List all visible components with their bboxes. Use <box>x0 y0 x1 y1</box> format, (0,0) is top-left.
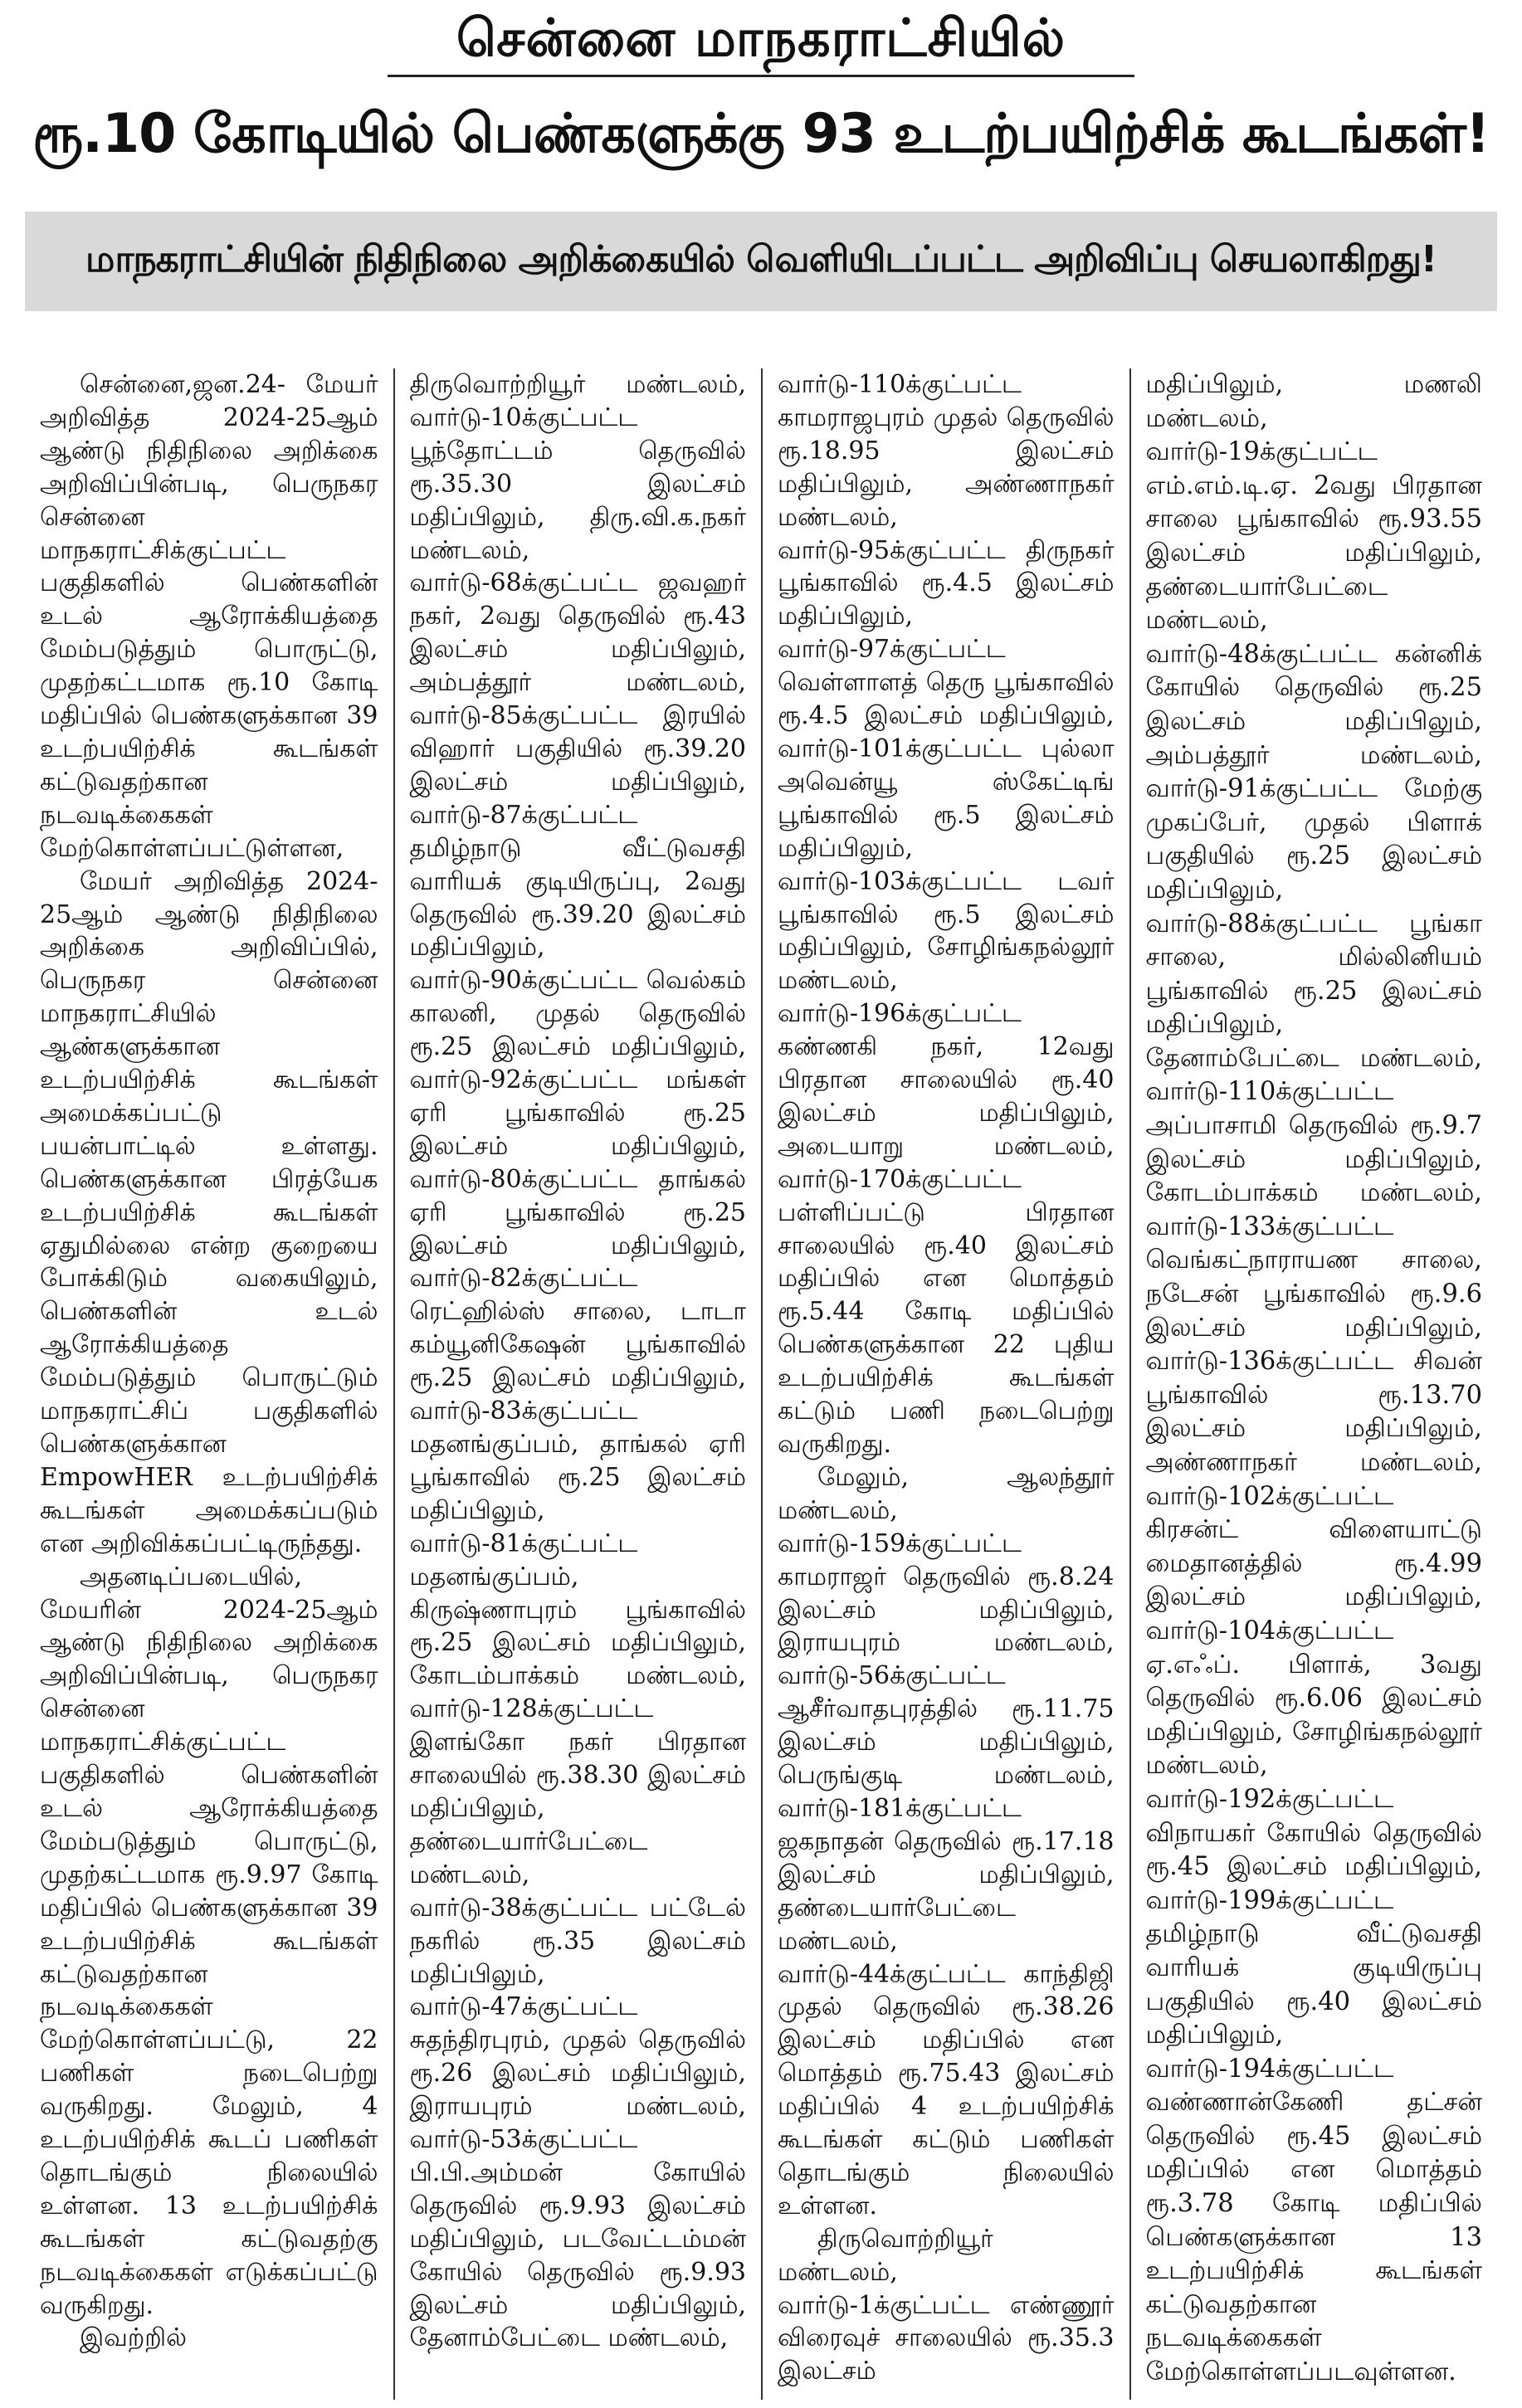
subheadline: மாநகராட்சியின் நிதிநிலை அறிக்கையில் வெளியிடப்பட்ட அறிவிப்பு செயலாகிறது! <box>85 237 1437 280</box>
column-1 <box>25 368 393 2400</box>
headline: ரூ.10 கோடியில் பெண்களுக்கு 93 உடற்பயிற்சிக் கூடங்கள்! <box>32 103 1490 165</box>
column-4 <box>1129 368 1498 2400</box>
kicker-title: சென்னை மாநகராட்சியில் <box>456 7 1066 68</box>
column-4-paragraph-1: மதிப்பிலும், மணலி மண்டலம், வார்டு-19க்குட்பட்ட எம்.எம்.டி.ஏ. 2வது பிரதான சாலை பூங்காவில் ரூ.93.55 இலட்சம் மதிப்பிலும், தண்டையார்பேட்டை மண்டலம், வார்டு-48க்குட்பட்ட கன்னிக் கோயில் தெருவில் ரூ.25 இலட்சம் மதிப்பிலும், அம்பத்தூர் மண்டலம், வார்டு-91க்குட்பட்ட மேற்கு முகப்பேர், முதல் பிளாக் பகுதியில் ரூ.25 இலட்சம் மதிப்பிலும், வார்டு-88க்குட்பட்ட பூங்கா சாலை, மில்லினியம் பூங்காவில் ரூ.25 இலட்சம் மதிப்பிலும், தேனாம்பேட்டை மண்டலம், வார்டு-110க்குட்பட்ட அப்பாசாமி தெருவில் ரூ.9.7 இலட்சம் மதிப்பிலும், கோடம்பாக்கம் மண்டலம், வார்டு-133க்குட்பட்ட வெங்கட்நாராயண சாலை, நடேசன் பூங்காவில் ரூ.9.6 இலட்சம் மதிப்பிலும், வார்டு-136க்குட்பட்ட சிவன் பூங்காவில் ரூ.13.70 இலட்சம் மதிப்பிலும், அண்ணாநகர் மண்டலம், வார்டு-102க்குட்பட்ட கிரசன்ட் விளையாட்டு மைதானத்தில் ரூ.4.99 இலட்சம் மதிப்பிலும், வார்டு-104க்குட்பட்ட ஏ.எஃப். பிளாக், 3வது தெருவில் ரூ.6.06 இலட்சம் மதிப்பிலும், சோழிங்கநல்லூர் மண்டலம், வார்டு-192க்குட்பட்ட விநாயகர் கோயில் தெருவில் ரூ.45 இலட்சம் மதிப்பிலும், வார்டு-199க்குட்பட்ட தமிழ்நாடு வீட்டுவசதி வாரியக் குடியிருப்பு பகுதியில் ரூ.40 இலட்சம் மதிப்பிலும், வார்டு-194க்குட்பட்ட வண்ணான்கேணி தட்சன் தெருவில் ரூ.45 இலட்சம் மதிப்பில் என மொத்தம் ரூ.3.78 கோடி மதிப்பில் பெண்களுக்கான 13 உடற்பயிற்சிக் கூடங்கள் கட்டுவதற்கான நடவடிக்கைகள் மேற்கொள்ளப்படவுள்ளன. <box>1145 370 1482 2387</box>
kicker-underline <box>388 75 1134 77</box>
column-3-paragraph-2: மேலும், ஆலந்தூர் மண்டலம், வார்டு-159க்குட்பட்ட காமராஜர் தெருவில் ரூ.8.24 இலட்சம் மதிப்பிலும், இராயபுரம் மண்டலம், வார்டு-56க்குட்பட்ட ஆசீர்வாதபுரத்தில் ரூ.11.75 இலட்சம் மதிப்பிலும், பெருங்குடி மண்டலம், வார்டு-181க்குட்பட்ட ஜகநாதன் தெருவில் ரூ.17.18 இலட்சம் மதிப்பிலும், தண்டையார்பேட்டை மண்டலம், வார்டு-44க்குட்பட்ட காந்திஜி முதல் தெருவில் ரூ.38.26 இலட்சம் மதிப்பில் என மொத்தம் ரூ.75.43 இலட்சம் மதிப்பில் 4 உடற்பயிற்சிக் கூடங்கள் கட்டும் பணிகள் தொடங்கும் நிலையில் உள்ளன. <box>778 1462 1115 2220</box>
column-1-paragraph-1: சென்னை,ஜன.24- மேயர் அறிவித்த 2024-25ஆம் ஆண்டு நிதிநிலை அறிக்கை அறிவிப்பின்படி, பெருநகர சென்னை மாநகராட்சிக்குட்பட்ட பகுதிகளில் பெண்களின் உடல் ஆரோக்கியத்தை மேம்படுத்தும் பொருட்டு, முதற்கட்டமாக ரூ.10 கோடி மதிப்பில் பெண்களுக்கான 39 உடற்பயிற்சிக் கூடங்கள் கட்டுவதற்கான நடவடிக்கைகள் மேற்கொள்ளப்பட்டுள்ளன, <box>40 370 378 863</box>
column-3-paragraph-1: வார்டு-110க்குட்பட்ட காமராஜபுரம் முதல் தெருவில் ரூ.18.95 இலட்சம் மதிப்பிலும், அண்ணாநகர் மண்டலம், வார்டு-95க்குட்பட்ட திருநகர் பூங்காவில் ரூ.4.5 இலட்சம் மதிப்பிலும், வார்டு-97க்குட்பட்ட வெள்ளாளத் தெரு பூங்காவில் ரூ.4.5 இலட்சம் மதிப்பிலும், வார்டு-101க்குட்பட்ட புல்லா அவென்யூ ஸ்கேட்டிங் பூங்காவில் ரூ.5 இலட்சம் மதிப்பிலும், வார்டு-103க்குட்பட்ட டவர் பூங்காவில் ரூ.5 இலட்சம் மதிப்பிலும், சோழிங்கநல்லூர் மண்டலம், வார்டு-196க்குட்பட்ட கண்ணகி நகர், 12வது பிரதான சாலையில் ரூ.40 இலட்சம் மதிப்பிலும், அடையாறு மண்டலம், வார்டு-170க்குட்பட்ட பள்ளிப்பட்டு பிரதான சாலையில் ரூ.40 இலட்சம் மதிப்பில் என மொத்தம் ரூ.5.44 கோடி மதிப்பில் பெண்களுக்கான 22 புதிய உடற்பயிற்சிக் கூடங்கள் கட்டும் பணி நடைபெற்று வருகிறது. <box>778 370 1115 1459</box>
column-1-paragraph-3: அதனடிப்படையில், மேயரின் 2024-25ஆம் ஆண்டு நிதிநிலை அறிக்கை அறிவிப்பின்படி, பெருநகர சென்னை மாநகராட்சிக்குட்பட்ட பகுதிகளில் பெண்களின் உடல் ஆரோக்கியத்தை மேம்படுத்தும் பொருட்டு, முதற்கட்டமாக ரூ.9.97 கோடி மதிப்பில் பெண்களுக்கான 39 உடற்பயிற்சிக் கூடங்கள் கட்டுவதற்கான நடவடிக்கைகள் மேற்கொள்ளப்பட்டு, 22 பணிகள் நடைபெற்று வருகிறது. மேலும், 4 உடற்பயிற்சிக் கூடப் பணிகள் தொடங்கும் நிலையில் உள்ளன. 13 உடற்பயிற்சிக் கூடங்கள் கட்டுவதற்கு நடவடிக்கைகள் எடுக்கப்பட்டு வருகிறது. <box>40 1562 378 2320</box>
column-2-paragraph-1: திருவொற்றியூர் மண்டலம், வார்டு-10க்குட்பட்ட பூந்தோட்டம் தெருவில் ரூ.35.30 இலட்சம் மதிப்பிலும், திரு.வி.க.நகர் மண்டலம், வார்டு-68க்குட்பட்ட ஜவஹர் நகர், 2வது தெருவில் ரூ.43 இலட்சம் மதிப்பிலும், அம்பத்தூர் மண்டலம், வார்டு-85க்குட்பட்ட இரயில் விஹார் பகுதியில் ரூ.39.20 இலட்சம் மதிப்பிலும், வார்டு-87க்குட்பட்ட தமிழ்நாடு வீட்டுவசதி வாரியக் குடியிருப்பு, 2வது தெருவில் ரூ.39.20 இலட்சம் மதிப்பிலும், வார்டு-90க்குட்பட்ட வெல்கம் காலனி, முதல் தெருவில் ரூ.25 இலட்சம் மதிப்பிலும், வார்டு-92க்குட்பட்ட மங்கள் ஏரி பூங்காவில் ரூ.25 இலட்சம் மதிப்பிலும், வார்டு-80க்குட்பட்ட தாங்கல் ஏரி பூங்காவில் ரூ.25 இலட்சம் மதிப்பிலும், வார்டு-82க்குட்பட்ட ரெட்ஹில்ஸ் சாலை, டாடா கம்யூனிகேஷன் பூங்காவில் ரூ.25 இலட்சம் மதிப்பிலும், வார்டு-83க்குட்பட்ட மதனங்குப்பம், தாங்கல் ஏரி பூங்காவில் ரூ.25 இலட்சம் மதிப்பிலும், வார்டு-81க்குட்பட்ட மதனங்குப்பம், கிருஷ்ணாபுரம் பூங்காவில் ரூ.25 இலட்சம் மதிப்பிலும், கோடம்பாக்கம் மண்டலம், வார்டு-128க்குட்பட்ட இளங்கோ நகர் பிரதான சாலையில் ரூ.38.30 இலட்சம் மதிப்பிலும், தண்டையார்பேட்டை மண்டலம், வார்டு-38க்குட்பட்ட பட்டேல் நகரில் ரூ.35 இலட்சம் மதிப்பிலும், வார்டு-47க்குட்பட்ட சுதந்திரபுரம், முதல் தெருவில் ரூ.26 இலட்சம் மதிப்பிலும், இராயபுரம் மண்டலம், வார்டு-53க்குட்பட்ட பி.பி.அம்மன் கோயில் தெருவில் ரூ.9.93 இலட்சம் மதிப்பிலும், படவேட்டம்மன் கோயில் தெருவில் ரூ.9.93 இலட்சம் மதிப்பிலும், தேனாம்பேட்டை மண்டலம், <box>409 370 746 2353</box>
column-1-paragraph-2: மேயர் அறிவித்த 2024-25ஆம் ஆண்டு நிதிநிலை அறிக்கை அறிவிப்பில், பெருநகர சென்னை மாநகராட்சியில் ஆண்களுக்கான உடற்பயிற்சிக் கூடங்கள் அமைக்கப்பட்டு பயன்பாட்டில் உள்ளது. பெண்களுக்கான பிரத்யேக உடற்பயிற்சிக் கூடங்கள் ஏதுமில்லை என்ற குறையை போக்கிடும் வகையிலும், பெண்களின் உடல் ஆரோக்கியத்தை மேம்படுத்தும் பொருட்டும் மாநகராட்சிப் பகுதிகளில் பெண்களுக்கான EmpowHER உடற்பயிற்சிக் கூடங்கள் அமைக்கப்படும் என அறிவிக்கப்பட்டிருந்தது. <box>40 866 378 1558</box>
column-3-paragraph-3: திருவொற்றியூர் மண்டலம், வார்டு-1க்குட்பட்ட எண்ணூர் விரைவுச் சாலையில் ரூ.35.3 இலட்சம் <box>778 2224 1115 2386</box>
newspaper-page <box>0 3 1522 2408</box>
article-columns <box>25 368 1497 2400</box>
column-1-paragraph-4: இவற்றில் <box>80 2323 188 2353</box>
column-3 <box>761 368 1129 2400</box>
column-2 <box>393 368 762 2400</box>
subheadline-bar <box>25 212 1497 311</box>
